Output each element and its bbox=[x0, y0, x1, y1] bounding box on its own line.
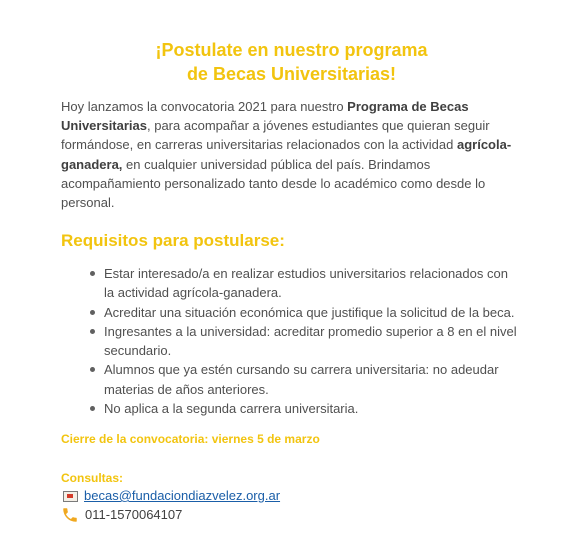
closing-date: Cierre de la convocatoria: viernes 5 de marzo bbox=[61, 432, 320, 446]
requirement-item: Acreditar una situación económica que justifique la solicitud de la beca. bbox=[88, 303, 518, 322]
requirement-item: Alumnos que ya estén cursando su carrera universitaria: no adeudar materias de años anteriores. bbox=[88, 360, 518, 399]
requirements-list bbox=[88, 264, 518, 418]
intro-bold-activity: agrícola-ganadera, bbox=[61, 137, 512, 172]
contact-phone-row bbox=[61, 506, 182, 524]
requirement-item: Estar interesado/a en realizar estudios universitarios relacionados con la actividad agrícola-ganadera. bbox=[88, 264, 518, 303]
title-line-2: de Becas Universitarias! bbox=[186, 64, 397, 84]
phone-icon bbox=[61, 506, 79, 524]
contact-label: Consultas: bbox=[61, 471, 124, 485]
email-link[interactable]: becas@fundaciondiazvelez.org.ar bbox=[84, 488, 281, 503]
intro-text-2: , para acompañar a jóvenes estudiantes que quieran seguir formándose, en carreras universitarias relacionados con la actividad bbox=[61, 118, 490, 153]
intro-text-1: Hoy lanzamos la convocatoria 2021 para nuestro bbox=[61, 99, 348, 114]
phone-number: 011-1570064107 bbox=[85, 507, 183, 522]
intro-paragraph bbox=[61, 97, 523, 212]
requirement-item: Ingresantes a la universidad: acreditar promedio superior a 8 en el nivel secundario. bbox=[88, 322, 518, 361]
title-line-1: ¡Postulate en nuestro programa bbox=[155, 40, 428, 60]
requirement-item: No aplica a la segunda carrera universitaria. bbox=[88, 399, 518, 418]
envelope-icon bbox=[63, 491, 78, 502]
contact-email-row bbox=[61, 487, 280, 505]
intro-bold-program: Programa de Becas Universitarias bbox=[61, 99, 469, 134]
intro-text-3: en cualquier universidad pública del país. Brindamos acompañamiento personalizado tanto desde lo académico como desde lo personal. bbox=[61, 156, 486, 211]
requirements-heading: Requisitos para postularse: bbox=[61, 231, 285, 250]
page-title bbox=[0, 38, 583, 86]
